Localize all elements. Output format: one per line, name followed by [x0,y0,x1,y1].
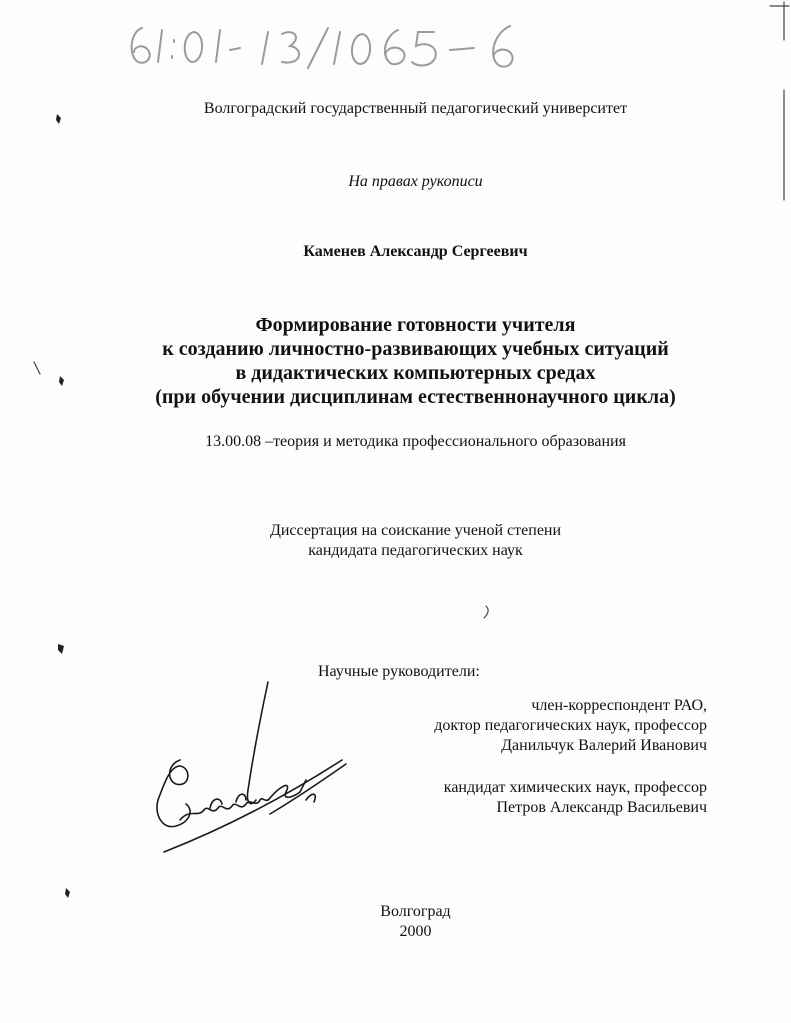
city-year [20,902,791,942]
author-name: Каменев Александр Сергеевич [303,243,528,260]
title-line: к созданию личностно-развивающих учебных ситуаций [162,338,669,360]
supervisors-heading: Научные руководители: [318,663,480,680]
supervisor-line: доктор педагогических наук, профессор [434,717,707,734]
degree-statement [20,521,791,561]
archive-stamp [122,10,582,80]
supervisor-second [444,778,707,818]
degree-line: Диссертация на соискание ученой степени [269,522,562,539]
author-signature [150,680,350,855]
supervisor-line: кандидат химических наук, профессор [443,779,707,796]
title-line: в дидактических компьютерных средах [235,362,596,384]
degree-line: кандидата педагогических наук [308,542,523,559]
title-line: Формирование готовности учителя [255,314,576,336]
supervisor-line: Петров Александр Васильевич [496,799,707,816]
specialty-code: 13.00.08 –теория и методика профессионального образования [205,433,626,450]
manuscript-note: На правах рукописи [348,173,483,190]
supervisor-line: Данильчук Валерий Иванович [501,737,707,754]
supervisor-first [434,696,707,756]
title-line: (при обучении дисциплинам естественнонаучного цикла) [155,386,676,408]
supervisor-line: член-корреспондент РАО, [531,697,707,714]
year: 2000 [399,923,432,940]
city: Волгоград [380,903,451,920]
university-name: Волгоградский государственный педагогический университет [203,100,628,117]
dissertation-title [20,313,791,409]
